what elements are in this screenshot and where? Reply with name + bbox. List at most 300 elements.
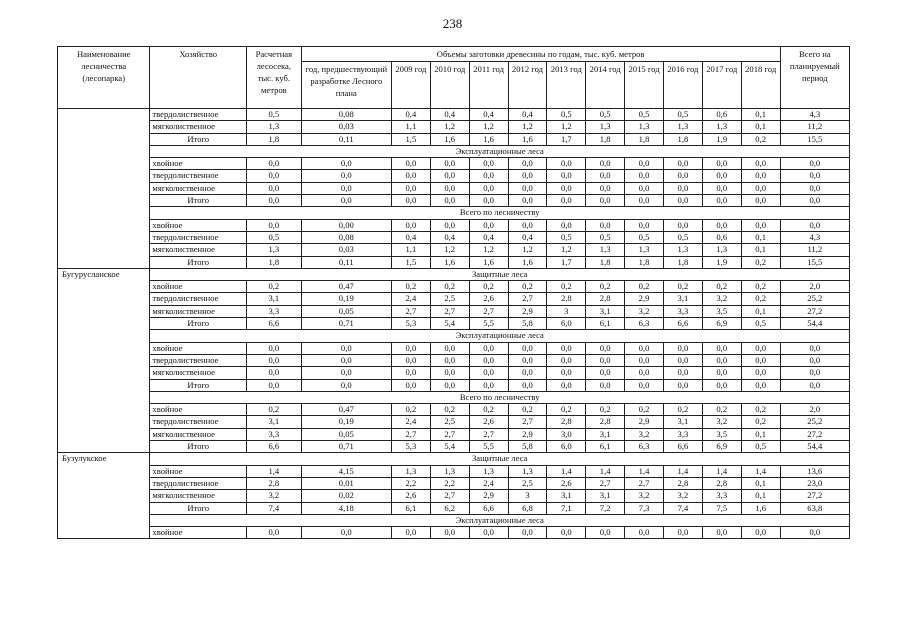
value-cell: 54,4 [780, 441, 849, 453]
value-cell: 0,0 [430, 367, 469, 379]
value-cell: 6,6 [663, 318, 702, 330]
value-cell: 0,0 [508, 195, 547, 207]
value-cell: 1,3 [625, 244, 664, 256]
value-cell: 7,3 [625, 502, 664, 514]
value-cell: 0,0 [508, 182, 547, 194]
section-row [58, 391, 850, 403]
value-cell: 0,0 [430, 342, 469, 354]
economy-label: хвойное [150, 527, 247, 539]
value-cell: 1,4 [247, 465, 302, 477]
value-cell: 0,2 [547, 404, 586, 416]
value-cell: 5,8 [508, 441, 547, 453]
table-row [58, 416, 850, 428]
forestry-cell [58, 281, 150, 293]
value-cell: 0,0 [586, 367, 625, 379]
value-cell: 0,0 [247, 527, 302, 539]
section-title: Эксплуатационные леса [150, 330, 850, 342]
value-cell: 0,2 [741, 416, 780, 428]
value-cell: 1,3 [247, 244, 302, 256]
value-cell: 2,0 [780, 281, 849, 293]
value-cell: 0,5 [741, 318, 780, 330]
economy-label: твердолиственное [150, 416, 247, 428]
value-cell: 0,2 [702, 281, 741, 293]
value-cell: 2,5 [430, 293, 469, 305]
value-cell: 0,0 [391, 158, 430, 170]
value-cell: 0,0 [663, 219, 702, 231]
value-cell: 2,8 [547, 293, 586, 305]
value-cell: 2,9 [469, 490, 508, 502]
value-cell: 1,8 [663, 133, 702, 145]
value-cell: 0,0 [702, 367, 741, 379]
value-cell: 2,4 [391, 293, 430, 305]
value-cell: 0,0 [469, 158, 508, 170]
value-cell: 2,8 [547, 416, 586, 428]
value-cell: 5,4 [430, 318, 469, 330]
value-cell: 1,6 [741, 502, 780, 514]
forestry-cell [58, 318, 150, 330]
table-row [58, 231, 850, 243]
section-row [58, 145, 850, 157]
forestry-cell [58, 428, 150, 440]
value-cell: 5,3 [391, 441, 430, 453]
value-cell: 0,0 [780, 367, 849, 379]
value-cell: 0,0 [301, 158, 391, 170]
value-cell: 6,9 [702, 318, 741, 330]
value-cell: 2,2 [430, 477, 469, 489]
forestry-cell [58, 109, 150, 121]
value-cell: 0,0 [508, 158, 547, 170]
value-cell: 54,4 [780, 318, 849, 330]
harvest-volume-table [57, 46, 850, 539]
table-row [58, 527, 850, 539]
section-title: Всего по лесничеству [150, 391, 850, 403]
value-cell: 0,0 [586, 354, 625, 366]
value-cell: 0,0 [625, 158, 664, 170]
value-cell: 0,4 [469, 231, 508, 243]
economy-label: мягколиственное [150, 182, 247, 194]
value-cell: 0,0 [430, 379, 469, 391]
value-cell: 1,3 [469, 465, 508, 477]
value-cell: 0,0 [586, 219, 625, 231]
value-cell: 7,2 [586, 502, 625, 514]
value-cell: 0,0 [391, 354, 430, 366]
economy-label: хвойное [150, 342, 247, 354]
section-title: Эксплуатационные леса [150, 514, 850, 526]
value-cell: 1,8 [625, 133, 664, 145]
value-cell: 0,5 [547, 109, 586, 121]
header-volumes: Объемы заготовки древесины по годам, тыс. куб. метров [301, 47, 780, 62]
value-cell: 6,1 [586, 441, 625, 453]
value-cell: 3 [508, 490, 547, 502]
forestry-cell [58, 342, 150, 354]
value-cell: 2,4 [469, 477, 508, 489]
forestry-cell [58, 121, 150, 133]
table-row [58, 404, 850, 416]
header-year-4: 2013 год [547, 62, 586, 109]
value-cell: 0,0 [625, 527, 664, 539]
value-cell: 0,47 [301, 404, 391, 416]
forestry-cell [58, 441, 150, 453]
value-cell: 0,2 [702, 404, 741, 416]
value-cell: 0,0 [780, 219, 849, 231]
value-cell: 0,0 [301, 342, 391, 354]
value-cell: 3,2 [663, 490, 702, 502]
value-cell: 0,0 [663, 158, 702, 170]
value-cell: 0,0 [663, 367, 702, 379]
table-row [58, 219, 850, 231]
section-title: Защитные леса [150, 268, 850, 280]
forestry-cell [58, 379, 150, 391]
value-cell: 2,6 [469, 416, 508, 428]
economy-label: Итого [150, 256, 247, 268]
value-cell: 0,4 [508, 109, 547, 121]
value-cell: 0,0 [430, 158, 469, 170]
value-cell: 0,0 [508, 342, 547, 354]
value-cell: 2,5 [508, 477, 547, 489]
value-cell: 0,1 [741, 490, 780, 502]
economy-label: мягколиственное [150, 428, 247, 440]
value-cell: 0,0 [469, 170, 508, 182]
value-cell: 4,3 [780, 109, 849, 121]
value-cell: 0,0 [702, 158, 741, 170]
economy-label: хвойное [150, 281, 247, 293]
economy-label: мягколиственное [150, 305, 247, 317]
value-cell: 0,5 [586, 109, 625, 121]
value-cell: 0,2 [625, 281, 664, 293]
economy-label: Итого [150, 441, 247, 453]
table-row [58, 158, 850, 170]
table-row [58, 379, 850, 391]
value-cell: 3,2 [247, 490, 302, 502]
forestry-cell [58, 465, 150, 477]
forestry-cell [58, 490, 150, 502]
forestry-cell [58, 170, 150, 182]
forestry-cell [58, 145, 150, 157]
value-cell: 0,0 [247, 182, 302, 194]
value-cell: 0,0 [547, 182, 586, 194]
value-cell: 0,2 [247, 281, 302, 293]
value-cell: 0,0 [663, 170, 702, 182]
value-cell: 0,2 [741, 293, 780, 305]
value-cell: 0,0 [508, 354, 547, 366]
value-cell: 0,0 [741, 182, 780, 194]
value-cell: 0,2 [741, 256, 780, 268]
value-cell: 0,2 [663, 404, 702, 416]
table-row [58, 170, 850, 182]
value-cell: 2,4 [391, 416, 430, 428]
value-cell: 0,0 [547, 367, 586, 379]
value-cell: 6,3 [625, 441, 664, 453]
value-cell: 1,4 [547, 465, 586, 477]
value-cell: 0,0 [741, 527, 780, 539]
value-cell: 0,11 [301, 256, 391, 268]
value-cell: 7,5 [702, 502, 741, 514]
table-row [58, 182, 850, 194]
value-cell: 27,2 [780, 490, 849, 502]
header-year-7: 2016 год [663, 62, 702, 109]
value-cell: 25,2 [780, 416, 849, 428]
value-cell: 1,3 [430, 465, 469, 477]
value-cell: 0,2 [247, 404, 302, 416]
value-cell: 1,3 [247, 121, 302, 133]
value-cell: 0,0 [469, 527, 508, 539]
table-row [58, 367, 850, 379]
economy-label: твердолиственное [150, 231, 247, 243]
table-row [58, 465, 850, 477]
value-cell: 0,5 [547, 231, 586, 243]
value-cell: 5,3 [391, 318, 430, 330]
value-cell: 0,2 [430, 281, 469, 293]
header-year-8: 2017 год [702, 62, 741, 109]
value-cell: 6,1 [391, 502, 430, 514]
value-cell: 0,0 [430, 195, 469, 207]
header-year-1: 2010 год [430, 62, 469, 109]
value-cell: 2,7 [586, 477, 625, 489]
value-cell: 0,0 [301, 195, 391, 207]
value-cell: 0,0 [625, 379, 664, 391]
economy-label: Итого [150, 379, 247, 391]
value-cell: 0,08 [301, 231, 391, 243]
value-cell: 0,0 [663, 527, 702, 539]
forestry-cell [58, 305, 150, 317]
value-cell: 6,6 [663, 441, 702, 453]
section-row [58, 514, 850, 526]
forestry-cell [58, 416, 150, 428]
value-cell: 1,2 [547, 244, 586, 256]
economy-label: хвойное [150, 219, 247, 231]
value-cell: 3,5 [702, 305, 741, 317]
value-cell: 2,8 [702, 477, 741, 489]
value-cell: 6,8 [508, 502, 547, 514]
value-cell: 3,1 [247, 293, 302, 305]
economy-label: мягколиственное [150, 244, 247, 256]
value-cell: 0,0 [741, 354, 780, 366]
forestry-cell [58, 404, 150, 416]
value-cell: 0,1 [741, 244, 780, 256]
value-cell: 2,8 [247, 477, 302, 489]
value-cell: 23,0 [780, 477, 849, 489]
value-cell: 0,0 [741, 195, 780, 207]
value-cell: 0,0 [702, 182, 741, 194]
value-cell: 2,7 [391, 428, 430, 440]
value-cell: 1,6 [508, 256, 547, 268]
economy-label: Итого [150, 133, 247, 145]
value-cell: 27,2 [780, 305, 849, 317]
value-cell: 1,6 [430, 133, 469, 145]
value-cell: 1,1 [391, 121, 430, 133]
value-cell: 0,0 [780, 527, 849, 539]
header-economy: Хозяйство [150, 47, 247, 109]
value-cell: 6,2 [430, 502, 469, 514]
value-cell: 0,0 [247, 379, 302, 391]
value-cell: 0,1 [741, 477, 780, 489]
value-cell: 0,0 [586, 342, 625, 354]
value-cell: 6,6 [247, 318, 302, 330]
value-cell: 0,71 [301, 318, 391, 330]
table-row [58, 342, 850, 354]
value-cell: 0,0 [547, 527, 586, 539]
value-cell: 0,0 [391, 195, 430, 207]
value-cell: 3,3 [663, 305, 702, 317]
forestry-cell [58, 219, 150, 231]
value-cell: 0,4 [391, 231, 430, 243]
value-cell: 0,2 [663, 281, 702, 293]
value-cell: 4,15 [301, 465, 391, 477]
value-cell: 0,0 [247, 354, 302, 366]
value-cell: 0,0 [547, 195, 586, 207]
table-row [58, 195, 850, 207]
value-cell: 0,0 [391, 219, 430, 231]
value-cell: 0,0 [625, 367, 664, 379]
value-cell: 1,4 [741, 465, 780, 477]
value-cell: 1,4 [702, 465, 741, 477]
value-cell: 3,2 [625, 305, 664, 317]
value-cell: 0,0 [247, 219, 302, 231]
header-cutting-area: Расчетная лесосека, тыс. куб. метров [247, 47, 302, 109]
forestry-cell [58, 477, 150, 489]
value-cell: 3,3 [247, 305, 302, 317]
value-cell: 0,0 [430, 527, 469, 539]
economy-label: твердолиственное [150, 354, 247, 366]
economy-label: твердолиственное [150, 293, 247, 305]
value-cell: 0,0 [663, 354, 702, 366]
value-cell: 3,1 [586, 428, 625, 440]
value-cell: 5,8 [508, 318, 547, 330]
value-cell: 27,2 [780, 428, 849, 440]
value-cell: 1,8 [663, 256, 702, 268]
value-cell: 15,5 [780, 256, 849, 268]
value-cell: 0,0 [741, 379, 780, 391]
forestry-cell [58, 244, 150, 256]
value-cell: 0,2 [430, 404, 469, 416]
value-cell: 3,3 [247, 428, 302, 440]
value-cell: 0,4 [508, 231, 547, 243]
value-cell: 7,4 [663, 502, 702, 514]
value-cell: 5,5 [469, 318, 508, 330]
value-cell: 1,2 [430, 121, 469, 133]
value-cell: 3,5 [702, 428, 741, 440]
value-cell: 3,3 [663, 428, 702, 440]
value-cell: 0,5 [663, 231, 702, 243]
value-cell: 25,2 [780, 293, 849, 305]
value-cell: 1,7 [547, 133, 586, 145]
value-cell: 0,0 [391, 342, 430, 354]
value-cell: 0,0 [247, 195, 302, 207]
value-cell: 0,0 [547, 170, 586, 182]
value-cell: 0,0 [301, 367, 391, 379]
value-cell: 0,2 [508, 404, 547, 416]
header-forestry: Наименование лесничества (лесопарка) [58, 47, 150, 109]
value-cell: 0,0 [702, 195, 741, 207]
value-cell: 5,5 [469, 441, 508, 453]
forestry-cell [58, 256, 150, 268]
value-cell: 0,2 [547, 281, 586, 293]
value-cell: 1,3 [586, 244, 625, 256]
value-cell: 2,8 [663, 477, 702, 489]
value-cell: 0,0 [301, 379, 391, 391]
value-cell: 0,03 [301, 121, 391, 133]
value-cell: 0,0 [469, 354, 508, 366]
value-cell: 0,0 [702, 342, 741, 354]
value-cell: 0,0 [586, 158, 625, 170]
value-cell: 6,9 [702, 441, 741, 453]
value-cell: 1,3 [702, 121, 741, 133]
economy-label: хвойное [150, 465, 247, 477]
value-cell: 0,0 [780, 354, 849, 366]
value-cell: 0,0 [301, 170, 391, 182]
value-cell: 0,0 [586, 527, 625, 539]
economy-label: Итого [150, 318, 247, 330]
value-cell: 1,6 [508, 133, 547, 145]
economy-label: твердолиственное [150, 170, 247, 182]
header-total: Всего на планируемый период [780, 47, 849, 109]
value-cell: 1,2 [469, 121, 508, 133]
value-cell: 0,4 [391, 109, 430, 121]
table-row [58, 281, 850, 293]
value-cell: 0,0 [625, 342, 664, 354]
value-cell: 0,0 [469, 342, 508, 354]
table-row [58, 109, 850, 121]
header-year-5: 2014 год [586, 62, 625, 109]
value-cell: 5,4 [430, 441, 469, 453]
value-cell: 2,7 [430, 428, 469, 440]
value-cell: 0,0 [469, 195, 508, 207]
economy-label: твердолиственное [150, 477, 247, 489]
value-cell: 2,7 [625, 477, 664, 489]
value-cell: 2,5 [430, 416, 469, 428]
economy-label: хвойное [150, 404, 247, 416]
value-cell: 0,1 [741, 305, 780, 317]
value-cell: 2,9 [625, 293, 664, 305]
table-row [58, 502, 850, 514]
value-cell: 0,0 [547, 354, 586, 366]
value-cell: 0,05 [301, 428, 391, 440]
value-cell: 1,3 [508, 465, 547, 477]
value-cell: 0,0 [301, 354, 391, 366]
value-cell: 1,3 [702, 244, 741, 256]
value-cell: 2,6 [391, 490, 430, 502]
value-cell: 0,0 [780, 158, 849, 170]
economy-label: мягколиственное [150, 490, 247, 502]
value-cell: 0,0 [741, 170, 780, 182]
value-cell: 0,0 [391, 527, 430, 539]
header-prev-year: год, предшествующий разработке Лесного плана [301, 62, 391, 109]
value-cell: 0,1 [741, 109, 780, 121]
table-row [58, 441, 850, 453]
value-cell: 0,5 [663, 109, 702, 121]
value-cell: 4,18 [301, 502, 391, 514]
value-cell: 1,3 [663, 244, 702, 256]
value-cell: 1,3 [586, 121, 625, 133]
value-cell: 0,47 [301, 281, 391, 293]
value-cell: 0,19 [301, 293, 391, 305]
value-cell: 3 [547, 305, 586, 317]
value-cell: 1,7 [547, 256, 586, 268]
table-row [58, 244, 850, 256]
value-cell: 3,1 [586, 305, 625, 317]
value-cell: 1,3 [391, 465, 430, 477]
value-cell: 3,1 [547, 490, 586, 502]
value-cell: 7,4 [247, 502, 302, 514]
value-cell: 0,2 [625, 404, 664, 416]
table-row [58, 293, 850, 305]
forestry-cell [58, 391, 150, 403]
table-row [58, 354, 850, 366]
value-cell: 1,2 [430, 244, 469, 256]
value-cell: 0,2 [741, 133, 780, 145]
value-cell: 2,7 [469, 428, 508, 440]
value-cell: 3,1 [663, 416, 702, 428]
